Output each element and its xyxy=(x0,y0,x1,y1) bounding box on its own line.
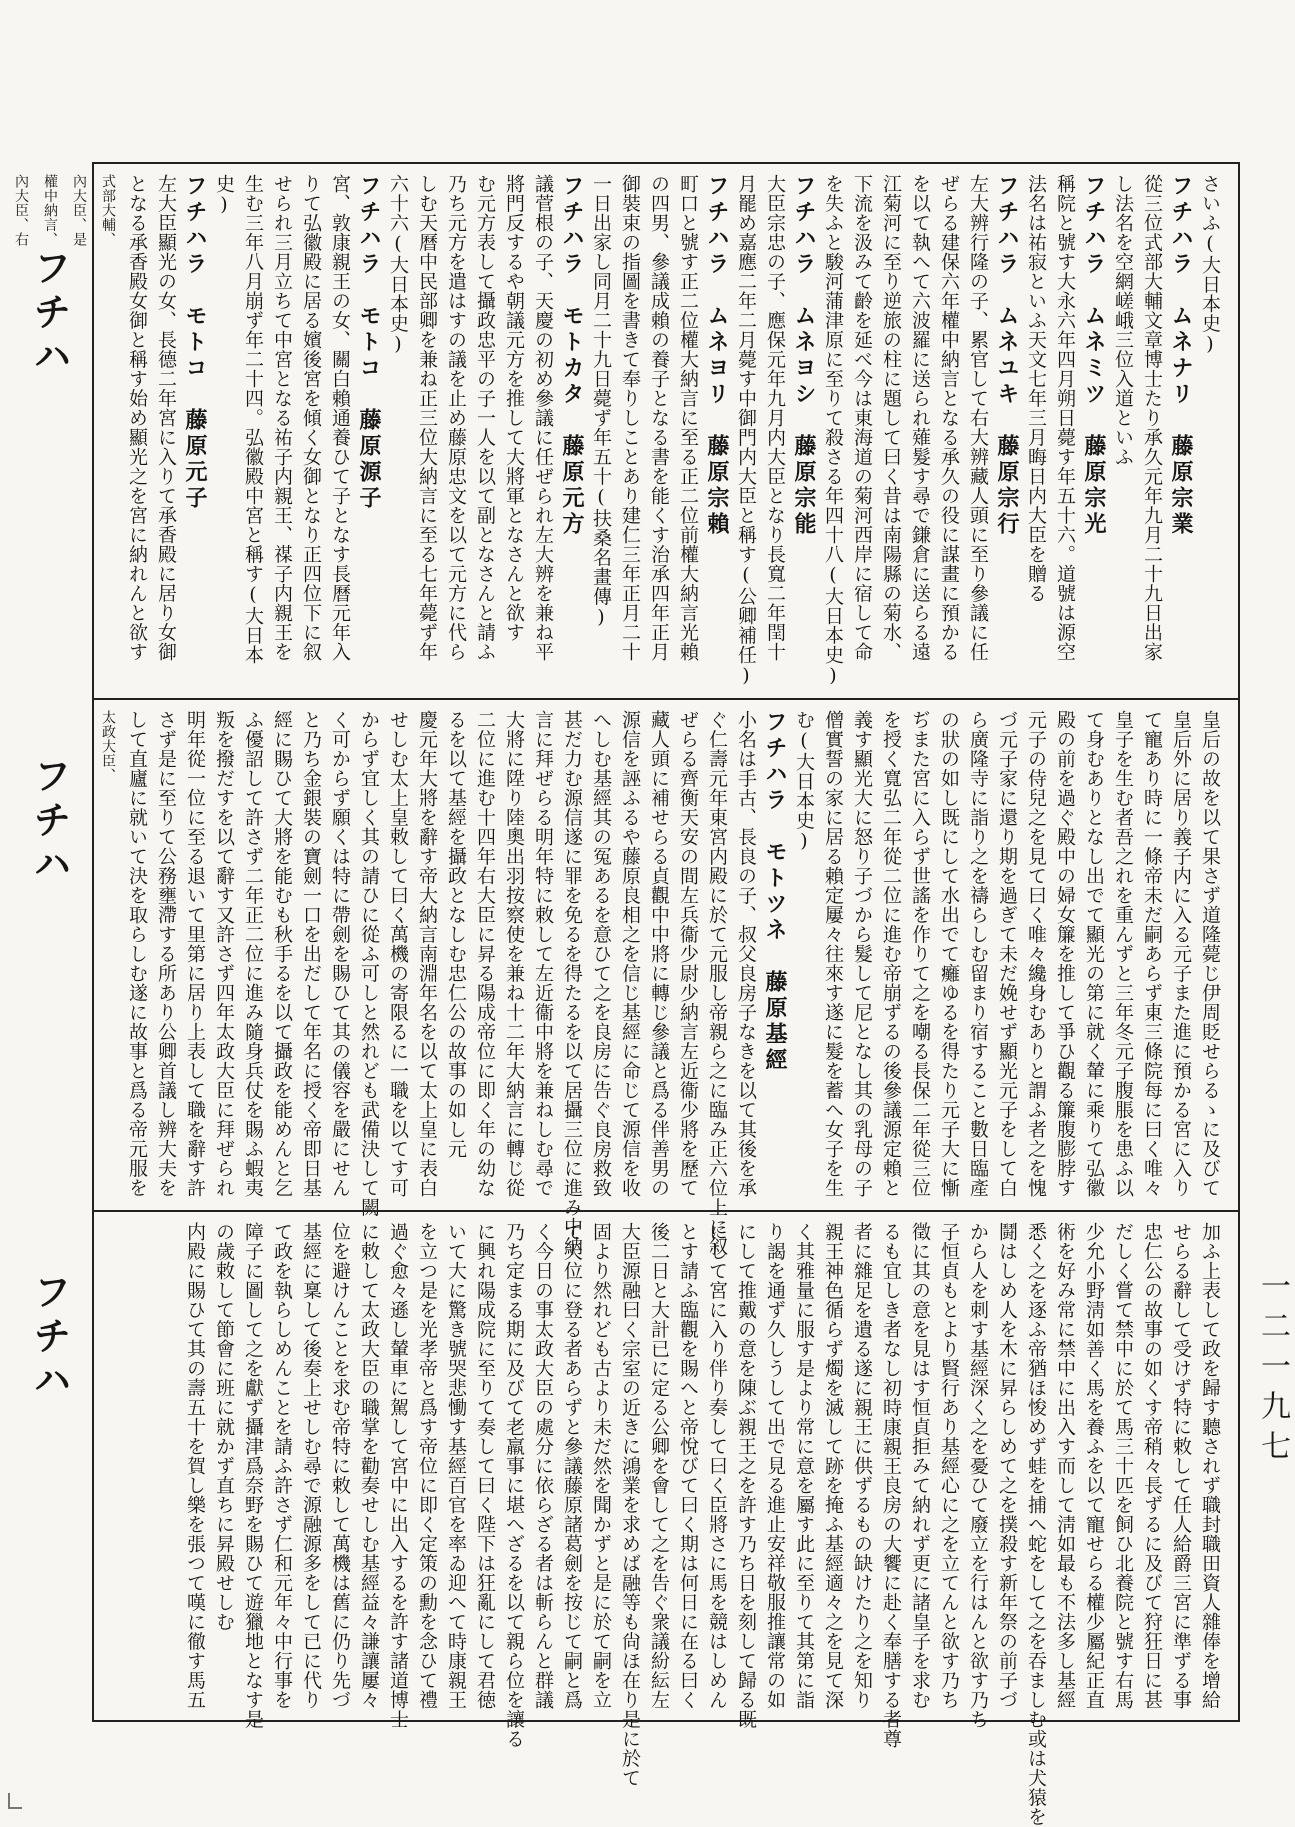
text-column: 皇后外に居り義子内に入る元子また進に預かる宮に入り xyxy=(1170,710,1192,1198)
page-number: 一二一九七 xyxy=(1255,1270,1290,1470)
text-column: を以て執へて六波羅に送られ薙髮す尋で鎌倉に送らる遠 xyxy=(909,174,931,662)
tier-3 xyxy=(94,1210,1238,1827)
text-column: 位を避けんことを求む帝特に敕して萬機は舊に仍り先づ xyxy=(329,1222,351,1710)
entry-heading: フチハラ モトツネ 藤原基經 xyxy=(762,710,787,1074)
text-column: ら廣隆寺に詣り之を禱らしむ留まり宿すること數日臨產 xyxy=(967,710,989,1198)
text-column: から人を刺す基經深く之を憂ひて廢立を行はんと欲す乃ち xyxy=(967,1222,989,1729)
running-head-bottom: フチハ xyxy=(27,1272,71,1404)
text-column: 將門反するや朝議元方を推して大將軍となさんと欲す xyxy=(503,174,525,642)
text-column: く可からず願くは特に帶劍を賜ひて其の儀容を嚴にせん xyxy=(329,710,351,1198)
text-column: 乃ち元方を遣はすの議を止め藤原忠文を以て元方に代ら xyxy=(445,174,467,662)
text-column: 史) xyxy=(213,174,235,216)
running-head-middle: フチハ xyxy=(27,756,71,888)
text-column: と乃ち金銀裝の寶劍一口を出だして年名に授く帝即日基 xyxy=(300,710,322,1198)
text-column: む元方表して攝政忠平の子一人を以て副となさんと請ふ xyxy=(474,174,496,662)
text-column: に敕して太政大臣の職掌を勸奏せしむ基經益々謙讓屢々 xyxy=(358,1222,380,1710)
text-column: とす請ふ臨觀を賜へと帝悅びて曰く期は何日に在る曰く xyxy=(677,1222,699,1710)
text-column: 僧實誓の家に居る賴定屢々往來す遂に髮を蓄へ女子を生 xyxy=(822,710,844,1198)
text-column: て身むありとなし出でて顯光の第に就く輦に乘りて弘徽 xyxy=(1083,710,1105,1198)
corner-mark xyxy=(8,1793,22,1809)
text-column: 鬪はしめ人を木に昇らしめて之を撲殺す新年祭の前子づ xyxy=(996,1222,1018,1710)
text-column: るも宜しき者なし初時康親王良房の大饗に赴く奉膳する者尊 xyxy=(880,1222,902,1749)
text-column: いて大に驚き號哭悲慟す基經百官を率ゐ迎へて時康親王 xyxy=(445,1222,467,1710)
text-column: に興れ陽成院に至りて奏して曰く陛下は狂亂にして君徳 xyxy=(474,1222,496,1710)
text-column: 左大臣顯光の女、長德二年宮に入りて承香殿に居り女御 xyxy=(155,174,177,662)
text-column: さいふ(大日本史) xyxy=(1199,174,1221,356)
text-column: 忠仁公の故事の如くす帝稍々長ずるに及びて狩狂日に甚 xyxy=(1141,1222,1163,1710)
text-column: 江菊河に至り逆旅の柱に題して曰く昔は南陽縣の菊水、 xyxy=(880,174,902,662)
text-column: にして宮に入り伴り奏して曰く臣將さに馬を競はしめん xyxy=(706,1222,728,1710)
text-column: 生む三年八月崩ず年二十四。弘徽殿中宮と稱す(大日本 xyxy=(242,174,264,665)
entry-heading: フチハラ ムネミツ 藤原宗光 xyxy=(1081,174,1106,538)
text-column: り謁を通ず久しうして出で見る進止安祥敬服推讓常の如 xyxy=(764,1222,786,1710)
text-column: にして推戴の意を陳ぶ親王之を許す乃ち日を刻して歸る既 xyxy=(735,1222,757,1729)
inline-note: 式部大輔、 xyxy=(100,174,116,247)
text-column: を授く寬弘二年從二位に進む帝崩ずるの後參議源定賴と xyxy=(880,710,902,1198)
text-column: 少允小野淸如善く馬を養ふを以て寵せらる權少屬紀正直 xyxy=(1083,1222,1105,1710)
entry-heading: フチハラ ムネユキ 藤原宗行 xyxy=(994,174,1019,538)
text-column: さず是に至りて公務壅滯する所あり公卿首議し辨大夫を xyxy=(155,710,177,1198)
text-column: 稱院と號す大永六年四月朔日薨す年五十六。道號は源空 xyxy=(1054,174,1076,662)
text-column: 皇后の故を以て果さず道隆薨じ伊周貶せらるゝに及びて xyxy=(1199,710,1221,1198)
text-column: へしむ基經其の冤あるを意ひて之を良房に告ぐ良房救致 xyxy=(590,710,612,1198)
text-column: りて弘徽殿に居る嬪後宮を傾く女御となり正四位下に叙 xyxy=(300,174,322,662)
text-column: ぜらる建保六年權中納言となる承久の役に謀畫に預かる xyxy=(938,174,960,662)
entry-heading: フチハラ ムネナリ 藤原宗業 xyxy=(1168,174,1193,538)
text-column: ぜらる齊衡天安の間左兵衞少尉少納言左近衞少將を歷て xyxy=(677,710,699,1198)
text-column: を立つ是を光孝帝と爲す帝位に即く定策の勳を念ひて禮 xyxy=(416,1222,438,1710)
text-column: 後二日と大計已に定る公卿を會して之を告ぐ衆議紛紜左 xyxy=(648,1222,670,1710)
text-column: 術を好み常に禁中に出入す而して淸如最も不法多し基經 xyxy=(1054,1222,1076,1710)
text-column: を失ふと駿河蒲津原に至りて殺さる年四十八(大日本史) xyxy=(822,174,844,687)
text-column: て政を執らしめんことを請ふ許さず仁和元年々中行事を xyxy=(271,1222,293,1710)
text-column: の歲敕して節會に班に就かず直ちに昇殿せしむ xyxy=(213,1222,235,1632)
text-column: 親王神色循らず燭を滅して跡を掩ふ基經適々之を見て深 xyxy=(822,1222,844,1710)
text-column: 法名は祐寂といふ天文七年三月晦日内大臣を贈る xyxy=(1025,174,1047,603)
text-column: 明年從一位に至る退いて里第に居り上表して職を辭す許 xyxy=(184,710,206,1198)
text-column: ふ優詔して許さず二年正二位に進み隨身兵仗を賜ふ蝦夷 xyxy=(242,710,264,1198)
entry-heading: フチハラ モトコ 藤原元子 xyxy=(182,174,207,512)
text-column: づ元子家に還り期を過ぎて未だ娩せず顯光元子をして白 xyxy=(996,710,1018,1198)
page-frame xyxy=(13,162,1240,1827)
text-column: 悉く之を逐ふ帝猶ほ悛めず蛙を捕へ蛇をして之を吞ましむ或は犬猿を xyxy=(1025,1222,1047,1827)
text-column: の四男、參議成賴の養子となる書を能くす治承四年正月 xyxy=(648,174,670,662)
tier-2 xyxy=(94,698,1238,1256)
text-column: しむ天曆中民部卿を兼ね正三位大納言に至る七年薨ず年 xyxy=(416,174,438,662)
inline-note: 權中納言、 xyxy=(42,174,58,247)
inline-note: 內大臣、右 xyxy=(13,174,29,247)
text-column: く其雅量に服す是より常に意を屬す此に至りて其第に詣 xyxy=(793,1222,815,1710)
text-column: 甚だ力む源信遂に罪を免るを得たるを以て居攝三位に進み中納 xyxy=(561,710,583,1256)
text-column: 一日出家し同月二十九日薨ず年五十(扶桑名畫傳) xyxy=(590,174,612,629)
running-head-top: フチハ xyxy=(27,248,71,380)
inline-note: 太政大臣、 xyxy=(100,710,116,783)
text-column: 乃ち定まる期に及びて老羸事に堪へざるを以て親ら位を讓る xyxy=(503,1222,525,1749)
text-column: せらる辭して受けず特に敕して任人給爵三宮に準ずる事 xyxy=(1170,1222,1192,1710)
text-column: 議菅根の子、天慶の初め參議に任ぜられ左大辨を兼ね平 xyxy=(532,174,554,662)
text-column: 宮、敦康親王の女、關白賴通養ひて子となす長曆元年入 xyxy=(329,174,351,662)
text-column: 大將に陞り陸奧出羽按察使を兼ね十二年大納言に轉じ從 xyxy=(503,710,525,1198)
text-column: して直廬に就いて決を取らしむ遂に故事と爲る帝元服を xyxy=(126,710,148,1198)
text-column: 内殿に賜ひて其の壽五十を賀し樂を張つて嘆に徹す馬五 xyxy=(184,1222,206,1710)
text-column: て天位に登る者あらずと參議藤原諸葛劍を按じて嗣と爲 xyxy=(561,1222,583,1710)
text-column: 子恒貞もとより賢行あり基經心に之を立てんと欲す乃ち xyxy=(938,1222,960,1710)
inline-note: 內大臣、是 xyxy=(71,174,87,247)
text-column: む(大日本史) xyxy=(793,710,815,853)
text-column: 從三位式部大輔文章博士たり承久元年九月二十九日出家 xyxy=(1141,174,1163,662)
text-column: せられ三月立ちて中宮となる祐子内親王、禖子内親王を xyxy=(271,174,293,662)
text-column: 加ふ上表して政を歸す聽されず職封職田資人雜俸を增給 xyxy=(1199,1222,1221,1710)
text-column: るを以て基經を攝政となしむ忠仁公の故事の如し元 xyxy=(445,710,467,1159)
text-column: 義す顯光大に怒り子づから髮して尼となし其の乳母の子 xyxy=(851,710,873,1198)
text-column: 者に雜足を遺る遂に親王に供ずるもの缺けたり之を知り xyxy=(851,1222,873,1710)
text-column: 二位に進む十四年右大臣に昇る陽成帝位に即く年の幼な xyxy=(474,710,496,1198)
text-column: 町口と號す正二位權大納言に至る正二位前權大納言光賴 xyxy=(677,174,699,662)
text-column: 元子の侍兒之を見て曰く唯々纔身むありと謂ふ者之を愧 xyxy=(1025,710,1047,1198)
text-column: 殿の前を過ぐ殿中の婦女簾を推して爭ひ觀る簾腹膨脖す xyxy=(1054,710,1076,1198)
text-column: 皇子を生む者吾之れを重んずと三年冬元子腹脹を患ふ以 xyxy=(1112,710,1134,1198)
text-column: からず宜しく其の請ひに從ふ可しと然れども武備決して闕 xyxy=(358,710,380,1217)
text-column: となる承香殿女御と稱す始め顯光之を宮に納れんと欲す xyxy=(126,174,148,662)
text-column: 言に拜ぜらる明年特に敕して左近衞中將を兼ねしむ尋で xyxy=(532,710,554,1198)
text-column: 藏人頭に補せらる貞觀中中將に轉じ參議と爲る伴善男の xyxy=(648,710,670,1198)
entry-heading: フチハラ モトコ 藤原源子 xyxy=(356,174,381,512)
text-column: 源信を誣ふるや藤原良相之を信じ基經に命じて源信を收 xyxy=(619,710,641,1198)
entry-heading: フチハラ ムネヨリ 藤原宗賴 xyxy=(704,174,729,538)
text-column: だしく嘗て禁中に於て馬三十匹を飼ひ北養院と號す右馬 xyxy=(1112,1222,1134,1710)
text-column: 六十六(大日本史) xyxy=(387,174,409,356)
text-column: 徵に其の意を見はす恒貞拒みて納れず更に諸皇子を求む xyxy=(909,1222,931,1710)
text-column: 下流を汲みて齡を延べ今は東海道の菊河西岸に宿して命 xyxy=(851,174,873,662)
text-column: 月罷め嘉應二年二月薨す中御門内大臣と稱す(公卿補任) xyxy=(735,174,757,687)
text-column: 大臣源融曰く宗室の近きに鴻業を求めば融等も尙ほ在り是に於て xyxy=(619,1222,641,1788)
text-column: ぐ仁壽元年東宮内殿に於て元服し帝親ら之に臨み正六位上に叙 xyxy=(706,710,728,1256)
text-column: 小名は手古、長良の子、叔父良房子なきを以て其後を承 xyxy=(735,710,757,1198)
text-column: 御裝束の指圖を書きて奉りしことあり建仁三年正月二十 xyxy=(619,174,641,662)
text-column: 大臣宗忠の子、應保元年九月内大臣となり長寬二年閏十 xyxy=(764,174,786,662)
text-column: 慶元年大將を辭す帝大納言南淵年名を以て太上皇に表白 xyxy=(416,710,438,1198)
text-column: し法名を空網嵯峨三位入道といふ xyxy=(1112,174,1134,467)
entry-heading: フチハラ モトカタ 藤原元方 xyxy=(559,174,584,538)
text-column: 固より然れども古より未だ然を聞かずと是に於て嗣を立 xyxy=(590,1222,612,1710)
text-column: く今日の事太政大臣の處分に依らざる者は斬らんと群議 xyxy=(532,1222,554,1710)
text-column: 左大辨行隆の子、累官して右大辨藏人頭に至り參議に任 xyxy=(967,174,989,662)
tier-1 xyxy=(13,164,1238,696)
text-column: 經に賜ひて大將を能むも秋手るを以て攝政を能めんと乞 xyxy=(271,710,293,1198)
text-column: 障子に圖して之を獻ず攝津爲奈野を賜ひて遊獵地となす是 xyxy=(242,1222,264,1729)
text-column: 叛を撥だすを以て辭す又許さず四年太政大臣に拜ぜられ xyxy=(213,710,235,1198)
text-column: て寵あり時に一條帝未だ嗣あらず東三條院每に曰く唯々 xyxy=(1141,710,1163,1198)
text-column: ぢまた宮に入らず世謠を作りて之を嘲る長保二年從三位 xyxy=(909,710,931,1198)
entry-heading: フチハラ ムネヨシ 藤原宗能 xyxy=(791,174,816,538)
text-column: 過ぐ愈々遜し輦車に駕して宮中に出入するを許す諸道博士 xyxy=(387,1222,409,1729)
text-column: の狀の如し既にして水出でて癱ゆるを得たり元子大に慚 xyxy=(938,710,960,1198)
text-column: せしむ太上皇敕して曰く萬機の寄限るに一職を以てす可 xyxy=(387,710,409,1198)
text-column: 基經に稟して後奏上せしむ尋で源融源多をして已に代り xyxy=(300,1222,322,1710)
